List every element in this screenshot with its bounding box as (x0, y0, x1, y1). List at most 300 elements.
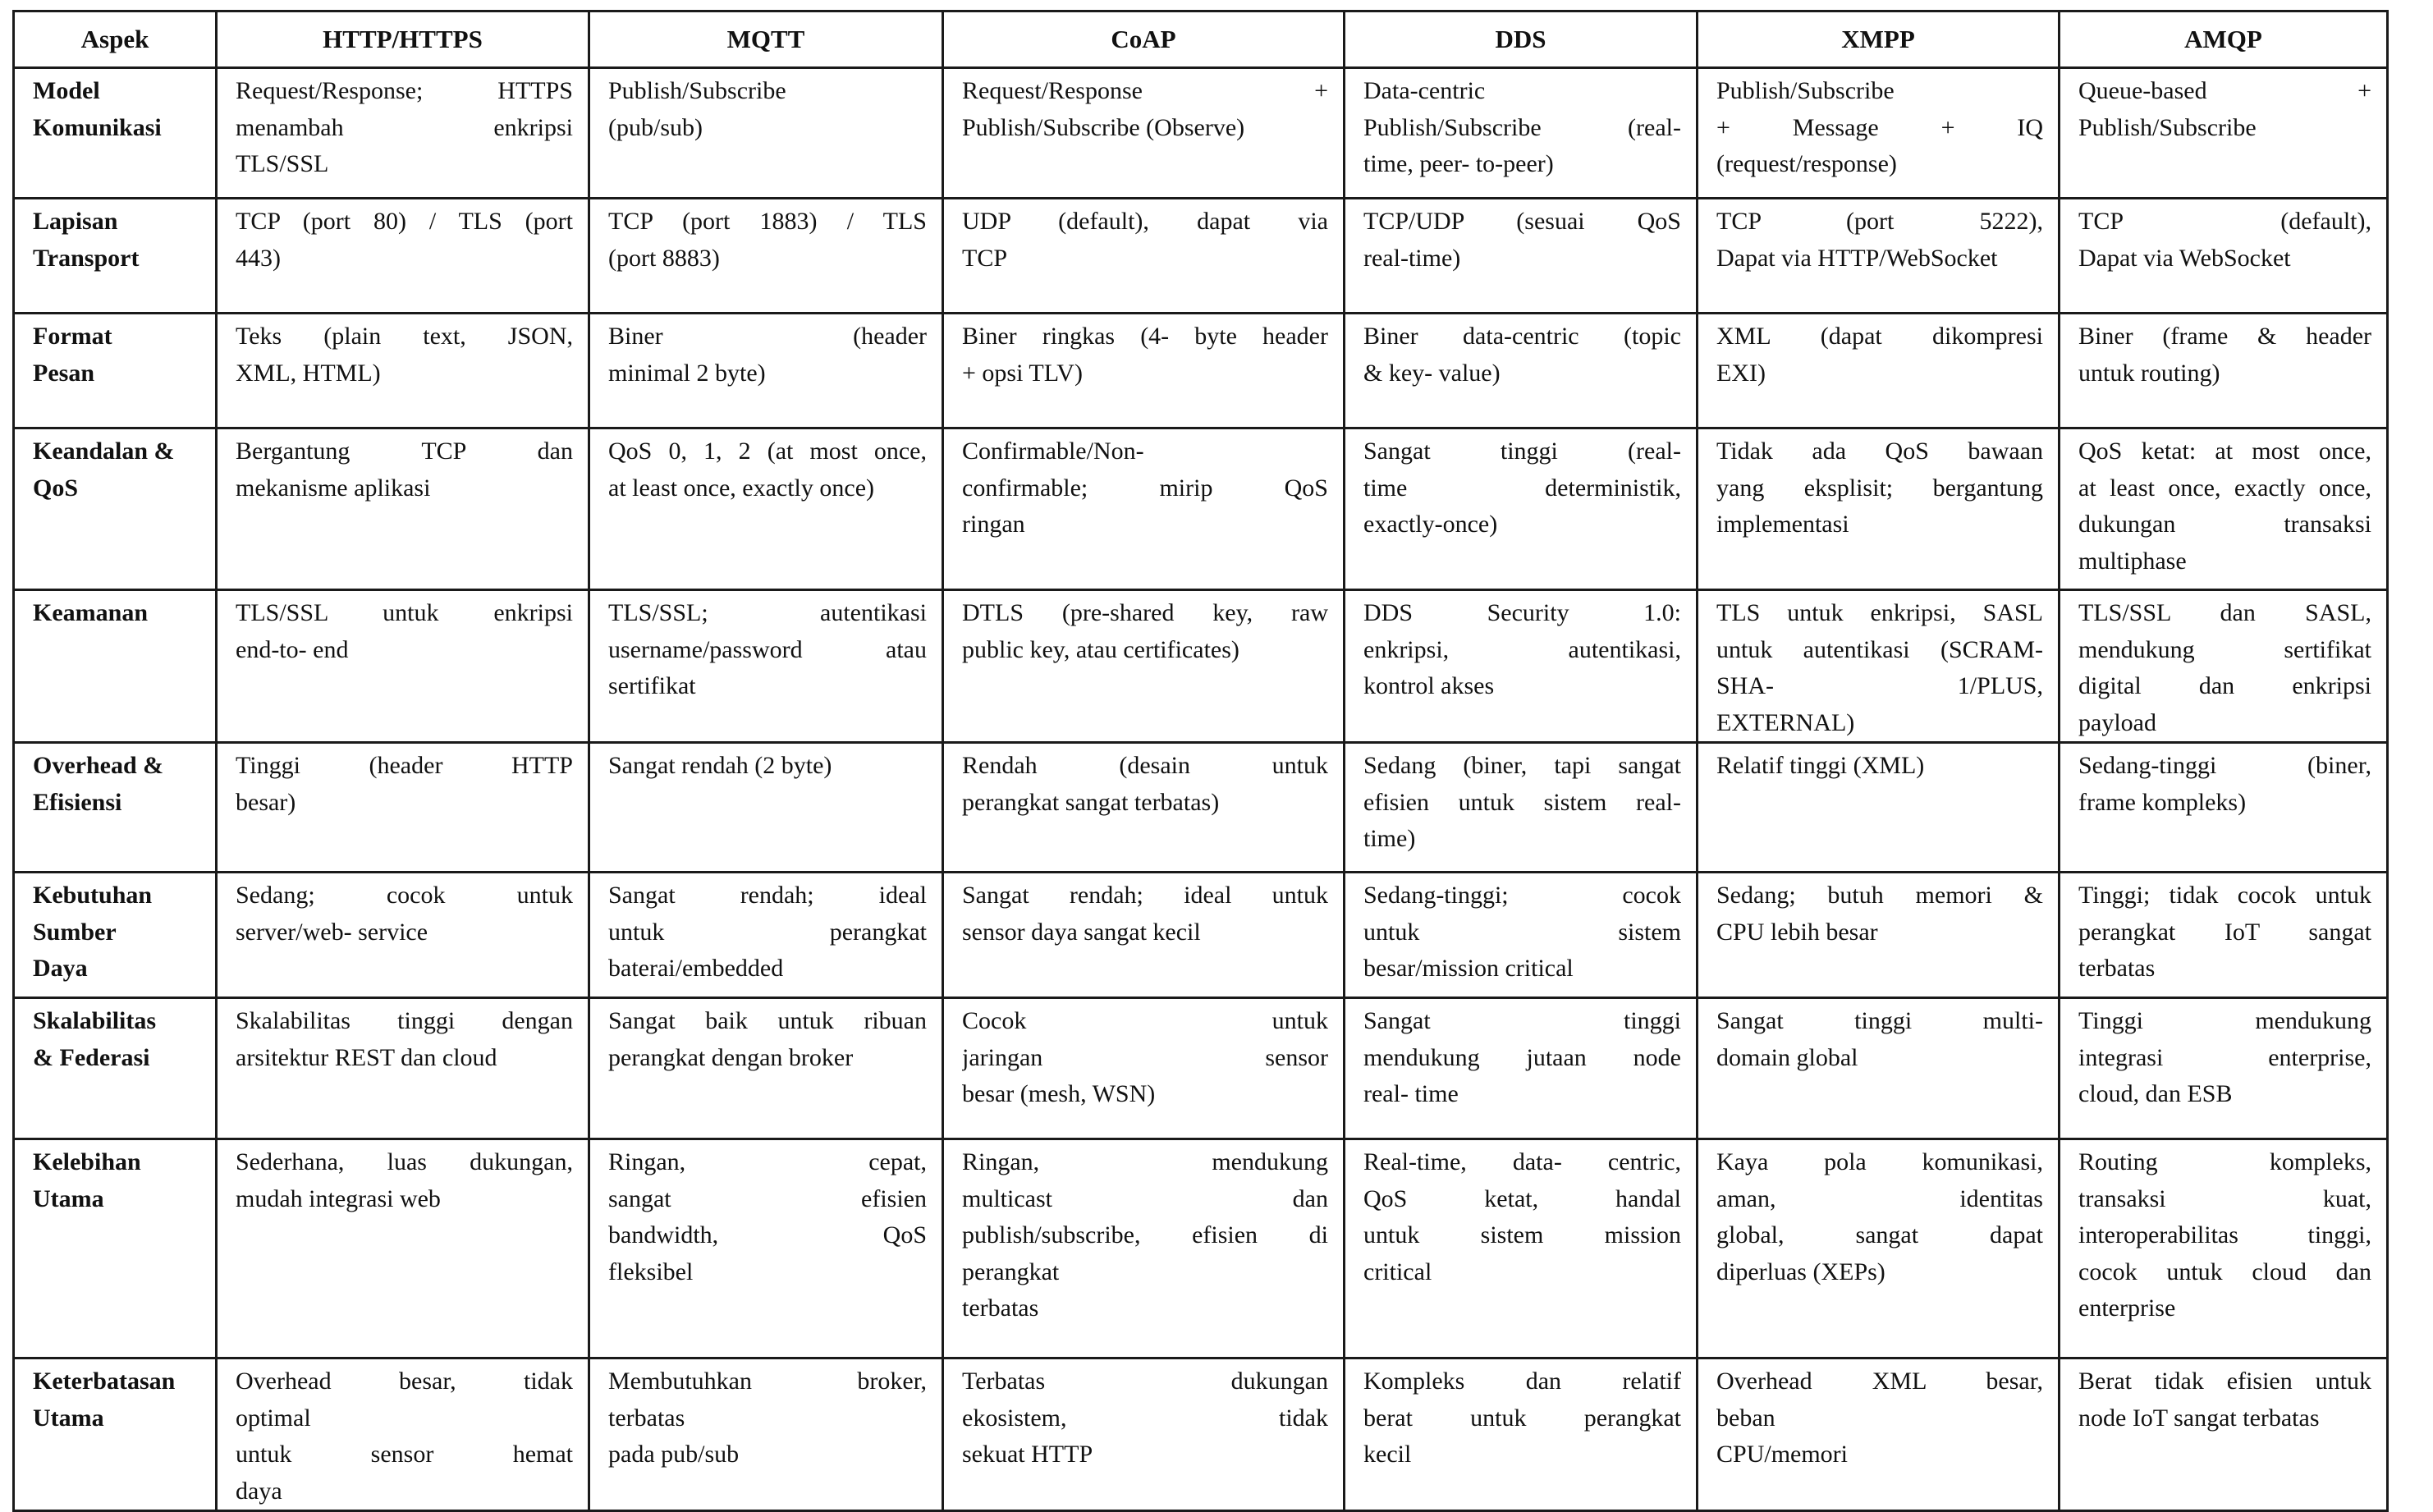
cell-mqtt (589, 68, 943, 199)
aspek-cell (14, 314, 217, 428)
text-line: optimal (236, 1404, 311, 1432)
cell-dds (1345, 428, 1698, 590)
table-row (14, 428, 2388, 590)
text-line: end-to- end (236, 635, 349, 663)
text-line: sangat efisien (608, 1184, 927, 1212)
text-line: Overhead besar, tidak (236, 1368, 573, 1395)
cell-http-text (218, 744, 588, 821)
text-line: Sangat baik untuk ribuan (608, 1007, 927, 1034)
cell-xmpp-text (1698, 999, 2058, 1076)
text-line: time) (1363, 825, 1416, 852)
cell-dds (1345, 314, 1698, 428)
text-line: baterai/embedded (608, 955, 784, 982)
text-line: (request/response) (1716, 150, 1897, 177)
text-line: TLS/SSL; autentikasi (608, 599, 927, 626)
text-line: Ringan, mendukung (962, 1148, 1328, 1175)
cell-coap (943, 68, 1345, 199)
text-line: perangkat dengan broker (608, 1043, 854, 1071)
cell-xmpp-text (1698, 873, 2058, 951)
cell-coap-text (944, 591, 1343, 668)
text-line: Biner (header (608, 323, 927, 350)
cell-coap-text (944, 429, 1343, 543)
cell-amqp (2060, 1359, 2388, 1511)
cell-mqtt-text (590, 199, 942, 277)
cell-dds-text (1345, 69, 1696, 183)
cell-http-text (218, 1359, 588, 1510)
aspek-cell (14, 743, 217, 873)
text-line: QoS ketat, handal (1363, 1184, 1681, 1212)
text-line: & Federasi (33, 1043, 150, 1071)
header-http: HTTP/HTTPS (217, 11, 589, 68)
text-line: EXI) (1716, 359, 1766, 387)
text-line: Cocok untuk (962, 1007, 1328, 1034)
cell-http (217, 314, 589, 428)
cell-dds-text (1345, 314, 1696, 392)
text-line: Publish/Subscribe (2078, 113, 2257, 141)
header-coap: CoAP (943, 11, 1345, 68)
text-line: Dapat via WebSocket (2078, 244, 2291, 272)
cell-xmpp-text (1698, 199, 2058, 277)
text-line: node IoT sangat terbatas (2078, 1404, 2320, 1432)
text-line: real-time) (1363, 244, 1461, 272)
text-line: username/password atau (608, 635, 927, 663)
text-line: Transport (33, 244, 140, 272)
text-line: QoS (33, 474, 79, 502)
text-line: UDP (default), dapat via (962, 208, 1328, 235)
text-line: Overhead & (33, 752, 164, 779)
text-line: TCP (port 5222), (1716, 208, 2043, 235)
text-line: Tinggi mendukung (2078, 1007, 2371, 1034)
cell-amqp-text (2060, 1140, 2386, 1327)
text-line: Kelebihan (33, 1148, 141, 1175)
aspek-cell (14, 998, 217, 1139)
cell-dds-text (1345, 429, 1696, 543)
cell-xmpp (1698, 68, 2060, 199)
text-line: untuk autentikasi (SCRAM- (1716, 635, 2043, 663)
cell-amqp-text (2060, 429, 2386, 580)
cell-mqtt-text (590, 1359, 942, 1473)
text-line: TCP (port 80) / TLS (port (236, 208, 573, 235)
text-line: real- time (1363, 1080, 1459, 1107)
aspek-cell-text (15, 429, 215, 506)
cell-dds-text (1345, 999, 1696, 1113)
text-line: ringan (962, 511, 1025, 538)
text-line: Publish/Subscribe (1716, 77, 1895, 104)
text-line: TCP (port 1883) / TLS (608, 208, 927, 235)
cell-dds (1345, 998, 1698, 1139)
text-line: Real-time, data- centric, (1363, 1148, 1681, 1175)
header-row (14, 11, 2388, 68)
text-line: Dapat via HTTP/WebSocket (1716, 244, 1998, 272)
text-line: transaksi kuat, (2078, 1184, 2371, 1212)
cell-amqp-text (2060, 591, 2386, 741)
text-line: terbatas (608, 1404, 685, 1432)
text-line: Sangat tinggi multi- (1716, 1007, 2043, 1034)
aspek-cell-text (15, 1359, 215, 1436)
text-line: QoS 0, 1, 2 (at most once, (608, 438, 927, 465)
cell-mqtt (589, 314, 943, 428)
text-line: at least once, exactly once) (608, 474, 874, 502)
cell-http (217, 428, 589, 590)
text-line: exactly-once) (1363, 511, 1498, 538)
cell-mqtt-text (590, 873, 942, 987)
text-line: Kaya pola komunikasi, (1716, 1148, 2043, 1175)
text-line: Membutuhkan broker, (608, 1368, 927, 1395)
cell-mqtt (589, 590, 943, 743)
text-line: Model (33, 77, 100, 104)
text-line: Biner data-centric (topic (1363, 323, 1681, 350)
cell-amqp (2060, 68, 2388, 199)
cell-http-text (218, 873, 588, 951)
cell-coap (943, 1139, 1345, 1359)
text-line: domain global (1716, 1043, 1858, 1071)
text-line: perangkat sangat terbatas) (962, 788, 1220, 816)
cell-mqtt-text (590, 744, 942, 785)
text-line: Keandalan & (33, 438, 175, 465)
text-line: besar (mesh, WSN) (962, 1080, 1156, 1107)
text-line: Kebutuhan (33, 882, 153, 909)
cell-coap (943, 590, 1345, 743)
cell-amqp (2060, 199, 2388, 314)
text-line: ekosistem, tidak (962, 1404, 1328, 1432)
text-line: TLS untuk enkripsi, SASL (1716, 599, 2043, 626)
cell-http (217, 590, 589, 743)
cell-amqp-text (2060, 744, 2386, 821)
text-line: time, peer- to-peer) (1363, 150, 1554, 177)
cell-dds-text (1345, 1359, 1696, 1473)
text-line: Sedang; cocok untuk (236, 882, 573, 909)
text-line: EXTERNAL) (1716, 708, 1855, 736)
cell-coap-text (944, 744, 1343, 821)
cell-http-text (218, 429, 588, 506)
cell-http (217, 1359, 589, 1511)
text-line: aman, identitas (1716, 1184, 2043, 1212)
text-line: efisien untuk sistem real- (1363, 788, 1681, 816)
text-line: arsitektur REST dan cloud (236, 1043, 497, 1071)
aspek-cell (14, 873, 217, 998)
cell-amqp (2060, 1139, 2388, 1359)
cell-amqp (2060, 873, 2388, 998)
aspek-cell (14, 68, 217, 199)
table-row (14, 314, 2388, 428)
text-line: publish/subscribe, efisien di (962, 1221, 1328, 1249)
text-line: Sedang-tinggi (biner, (2078, 752, 2371, 779)
aspek-cell (14, 199, 217, 314)
text-line: sensor daya sangat kecil (962, 918, 1201, 946)
cell-mqtt-text (590, 429, 942, 506)
cell-mqtt-text (590, 591, 942, 705)
cell-mqtt (589, 428, 943, 590)
text-line: Relatif tinggi (XML) (1716, 752, 1925, 779)
text-line: Tidak ada QoS bawaan (1716, 438, 2043, 465)
cell-xmpp (1698, 743, 2060, 873)
text-line: TCP (default), (2078, 208, 2371, 235)
cell-coap-text (944, 199, 1343, 277)
table-row (14, 68, 2388, 199)
text-line: Bergantung TCP dan (236, 438, 573, 465)
text-line: menambah enkripsi (236, 113, 573, 141)
text-line: Publish/Subscribe (real- (1363, 113, 1681, 141)
text-line: payload (2078, 708, 2156, 736)
cell-coap (943, 428, 1345, 590)
aspek-cell (14, 428, 217, 590)
text-line: kecil (1363, 1441, 1412, 1468)
text-line: Request/Response + (962, 77, 1328, 104)
text-line: TLS/SSL untuk enkripsi (236, 599, 573, 626)
text-line: (port 8883) (608, 244, 720, 272)
text-line: fleksibel (608, 1258, 694, 1285)
text-line: mendukung sertifikat (2078, 635, 2371, 663)
table-row (14, 1359, 2388, 1511)
text-line: Kompleks dan relatif (1363, 1368, 1681, 1395)
cell-amqp-text (2060, 1359, 2386, 1436)
header-amqp: AMQP (2060, 11, 2388, 68)
cell-amqp-text (2060, 199, 2386, 277)
cell-mqtt-text (590, 999, 942, 1076)
text-line: Sumber (33, 918, 117, 946)
cell-dds-text (1345, 199, 1696, 277)
cell-mqtt (589, 1139, 943, 1359)
text-line: Keterbatasan (33, 1368, 176, 1395)
text-line: Format (33, 323, 112, 350)
cell-coap-text (944, 314, 1343, 392)
header-dds: DDS (1345, 11, 1698, 68)
cell-amqp-text (2060, 69, 2386, 146)
text-line: Sangat rendah; ideal (608, 882, 927, 909)
aspek-cell-text (15, 199, 215, 277)
text-line: Komunikasi (33, 113, 162, 141)
cell-http-text (218, 591, 588, 668)
text-line: implementasi (1716, 511, 1849, 538)
text-line: integrasi enterprise, (2078, 1043, 2371, 1071)
cell-coap-text (944, 999, 1343, 1113)
cell-amqp-text (2060, 873, 2386, 987)
cell-http-text (218, 199, 588, 277)
text-line: Overhead XML besar, (1716, 1368, 2043, 1395)
text-line: cocok untuk cloud dan (2078, 1258, 2371, 1285)
cell-http-text (218, 314, 588, 392)
cell-xmpp-text (1698, 69, 2058, 183)
text-line: + opsi TLV) (962, 359, 1083, 387)
text-line: & key- value) (1363, 359, 1501, 387)
text-line: perangkat IoT sangat (2078, 918, 2371, 946)
text-line: besar) (236, 788, 296, 816)
text-line: untuk sistem (1363, 918, 1681, 946)
text-line: Biner (frame & header (2078, 323, 2371, 350)
text-line: Data-centric (1363, 77, 1486, 104)
cell-http-text (218, 69, 588, 183)
text-line: sertifikat (608, 672, 696, 699)
text-line: besar/mission critical (1363, 955, 1574, 982)
aspek-cell-text (15, 314, 215, 392)
text-line: mekanisme aplikasi (236, 474, 431, 502)
text-line: Request/Response; HTTPS (236, 77, 573, 104)
cell-xmpp (1698, 873, 2060, 998)
text-line: CPU lebih besar (1716, 918, 1878, 946)
table-row (14, 1139, 2388, 1359)
text-line: Confirmable/Non- (962, 438, 1144, 465)
text-line: untuk perangkat (608, 918, 927, 946)
text-line: Skalabilitas tinggi dengan (236, 1007, 573, 1034)
text-line: enterprise (2078, 1294, 2176, 1322)
cell-mqtt (589, 873, 943, 998)
cell-mqtt (589, 998, 943, 1139)
cell-http-text (218, 1140, 588, 1217)
text-line: perangkat (962, 1258, 1060, 1285)
cell-xmpp (1698, 199, 2060, 314)
aspek-cell (14, 590, 217, 743)
text-line: QoS ketat: at most once, (2078, 438, 2371, 465)
text-line: untuk sistem mission (1363, 1221, 1681, 1249)
text-line: mendukung jutaan node (1363, 1043, 1681, 1071)
cell-coap (943, 199, 1345, 314)
cell-dds (1345, 743, 1698, 873)
text-line: DDS Security 1.0: (1363, 599, 1681, 626)
cell-coap-text (944, 873, 1343, 951)
text-line: multicast dan (962, 1184, 1328, 1212)
text-line: 443) (236, 244, 281, 272)
cell-xmpp-text (1698, 429, 2058, 543)
cell-amqp (2060, 743, 2388, 873)
text-line: Ringan, cepat, (608, 1148, 927, 1175)
cell-xmpp (1698, 314, 2060, 428)
text-line: Daya (33, 955, 88, 982)
text-line: at least once, exactly once, (2078, 474, 2371, 502)
cell-dds-text (1345, 591, 1696, 705)
text-line: Sedang-tinggi; cocok (1363, 882, 1681, 909)
text-line: Berat tidak efisien untuk (2078, 1368, 2371, 1395)
text-line: Teks (plain text, JSON, (236, 323, 573, 350)
cell-xmpp-text (1698, 744, 2058, 785)
cell-dds-text (1345, 873, 1696, 987)
text-line: Efisiensi (33, 788, 122, 816)
aspek-cell (14, 1359, 217, 1511)
protocol-comparison-table (12, 10, 2389, 1512)
text-line: Sedang (biner, tapi sangat (1363, 752, 1681, 779)
text-line: untuk sensor hemat (236, 1441, 573, 1468)
text-line: untuk routing) (2078, 359, 2220, 387)
cell-dds (1345, 1139, 1698, 1359)
text-line: bandwidth, QoS (608, 1221, 927, 1249)
cell-mqtt (589, 1359, 943, 1511)
cell-amqp (2060, 428, 2388, 590)
cell-mqtt-text (590, 1140, 942, 1290)
text-line: Sangat rendah; ideal untuk (962, 882, 1328, 909)
text-line: digital dan enkripsi (2078, 672, 2371, 699)
aspek-cell-text (15, 744, 215, 821)
aspek-cell-text (15, 1140, 215, 1217)
text-line: TCP/UDP (sesuai QoS (1363, 208, 1681, 235)
cell-mqtt (589, 743, 943, 873)
cell-coap (943, 314, 1345, 428)
text-line: Biner ringkas (4- byte header (962, 323, 1328, 350)
text-line: Queue-based + (2078, 77, 2371, 104)
aspek-cell (14, 1139, 217, 1359)
text-line: server/web- service (236, 918, 428, 946)
header-xmpp: XMPP (1698, 11, 2060, 68)
cell-coap (943, 998, 1345, 1139)
text-line: Rendah (desain untuk (962, 752, 1328, 779)
aspek-cell-text (15, 591, 215, 632)
cell-xmpp-text (1698, 591, 2058, 741)
text-line: TLS/SSL (236, 150, 329, 177)
text-line: (pub/sub) (608, 113, 703, 141)
text-line: Lapisan (33, 208, 118, 235)
cell-amqp (2060, 998, 2388, 1139)
cell-http (217, 743, 589, 873)
text-line: enkripsi, autentikasi, (1363, 635, 1681, 663)
text-line: Routing kompleks, (2078, 1148, 2371, 1175)
cell-http (217, 199, 589, 314)
text-line: frame kompleks) (2078, 788, 2247, 816)
cell-xmpp-text (1698, 1359, 2058, 1473)
aspek-cell-text (15, 999, 215, 1076)
text-line: dukungan transaksi (2078, 511, 2371, 538)
cell-mqtt-text (590, 314, 942, 392)
cell-http (217, 998, 589, 1139)
cell-amqp (2060, 590, 2388, 743)
table-row (14, 199, 2388, 314)
text-line: time deterministik, (1363, 474, 1681, 502)
text-line: diperluas (XEPs) (1716, 1258, 1885, 1285)
cell-dds (1345, 68, 1698, 199)
text-line: mudah integrasi web (236, 1184, 441, 1212)
text-line: Terbatas dukungan (962, 1368, 1328, 1395)
cell-xmpp (1698, 998, 2060, 1139)
text-line: Utama (33, 1404, 104, 1432)
text-line: jaringan sensor (962, 1043, 1328, 1071)
text-line: Pesan (33, 359, 94, 387)
cell-xmpp-text (1698, 314, 2058, 392)
text-line: SHA- 1/PLUS, (1716, 672, 2043, 699)
text-line: confirmable; mirip QoS (962, 474, 1328, 502)
text-line: Keamanan (33, 599, 149, 626)
text-line: kontrol akses (1363, 672, 1495, 699)
text-line: daya (236, 1477, 282, 1505)
text-line: public key, atau certificates) (962, 635, 1239, 663)
aspek-cell-text (15, 69, 215, 146)
text-line: berat untuk perangkat (1363, 1404, 1681, 1432)
text-line: Sederhana, luas dukungan, (236, 1148, 573, 1175)
cell-xmpp-text (1698, 1140, 2058, 1290)
cell-xmpp (1698, 590, 2060, 743)
header-aspek: Aspek (14, 11, 217, 68)
text-line: Tinggi; tidak cocok untuk (2078, 882, 2371, 909)
cell-dds (1345, 590, 1698, 743)
cell-http-text (218, 999, 588, 1076)
table-row (14, 590, 2388, 743)
cell-xmpp (1698, 1139, 2060, 1359)
text-line: interoperabilitas tinggi, (2078, 1221, 2371, 1249)
cell-coap (943, 873, 1345, 998)
text-line: global, sangat dapat (1716, 1221, 2043, 1249)
text-line: DTLS (pre-shared key, raw (962, 599, 1328, 626)
cell-http (217, 873, 589, 998)
text-line: Sedang; butuh memori & (1716, 882, 2043, 909)
text-line: Publish/Subscribe (Observe) (962, 113, 1245, 141)
text-line: TCP (962, 244, 1008, 272)
cell-dds-text (1345, 1140, 1696, 1290)
text-line: Skalabilitas (33, 1007, 157, 1034)
text-line: sekuat HTTP (962, 1441, 1093, 1468)
text-line: cloud, dan ESB (2078, 1080, 2233, 1107)
cell-dds (1345, 873, 1698, 998)
cell-http (217, 1139, 589, 1359)
text-line: beban (1716, 1404, 1775, 1432)
text-line: Sangat rendah (2 byte) (608, 752, 832, 779)
cell-mqtt-text (590, 69, 942, 146)
cell-amqp (2060, 314, 2388, 428)
